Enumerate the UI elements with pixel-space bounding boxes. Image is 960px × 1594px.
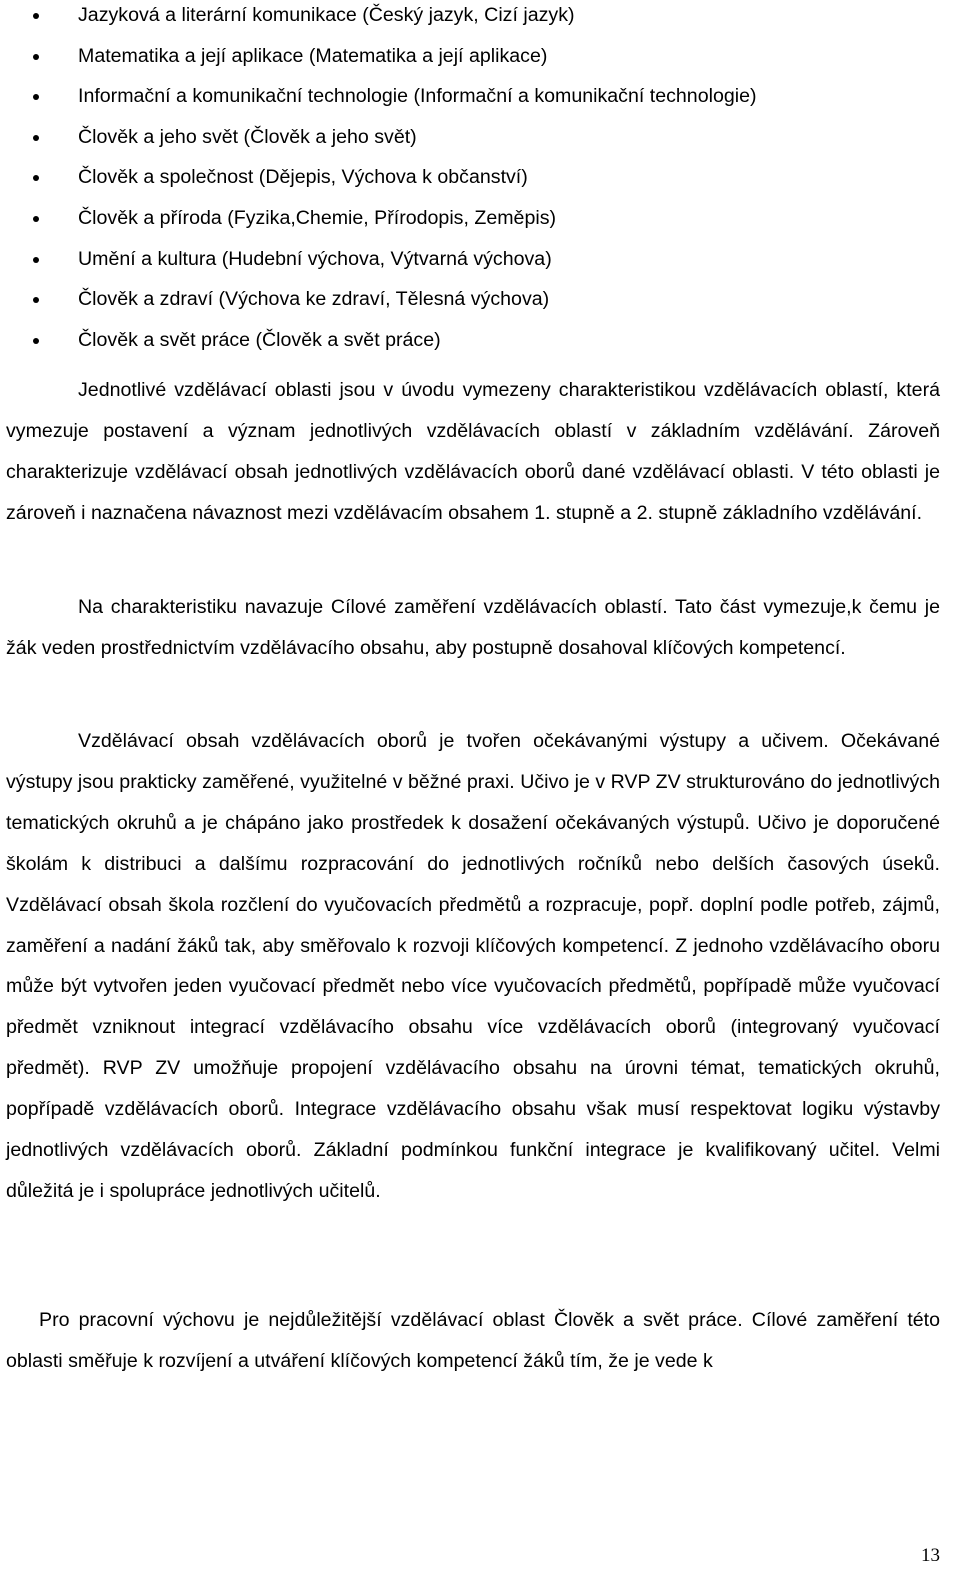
paragraph-work-education: Pro pracovní výchovu je nejdůležitější vzdělávací oblast Člověk a svět práce. Cílové zaměření této oblasti směřuje k rozvíjení a utváření klíčových kompetencí žáků tím, že je vede k <box>6 1309 940 1372</box>
list-item-text: Informační a komunikační technologie (Informační a komunikační technologie) <box>78 85 757 108</box>
list-item <box>6 123 757 164</box>
list-item <box>6 1 757 42</box>
list-item <box>6 42 757 83</box>
list-item <box>6 326 757 367</box>
paragraph-areas-description: Jednotlivé vzdělávací oblasti jsou v úvodu vymezeny charakteristikou vzdělávacích oblastí, která vymezuje postavení a význam jednotlivých vzdělávacích oblastí v základním vzdělávání. Zároveň charakterizuje vzdělávací obsah jednotlivých vzdělávacích oborů dané vzdělávací oblasti. V této oblasti je zároveň i naznačena návaznost mezi vzdělávacím obsahem 1. stupně a 2. stupně základního vzdělávání. <box>6 379 940 524</box>
list-item <box>6 204 757 245</box>
list-item-text: Člověk a svět práce (Člověk a svět práce) <box>78 328 441 351</box>
list-item-text: Člověk a příroda (Fyzika,Chemie, Přírodopis, Zeměpis) <box>78 206 557 229</box>
bullet-icon <box>33 13 39 19</box>
page-number: 13 <box>921 1545 940 1566</box>
list-item <box>6 82 757 123</box>
bullet-icon <box>33 297 39 303</box>
list-item-text: Člověk a zdraví (Výchova ke zdraví, Tělesná výchova) <box>78 288 550 311</box>
bullet-icon <box>33 257 39 263</box>
bullet-icon <box>33 54 39 60</box>
bullet-icon <box>33 216 39 222</box>
list-item-text: Člověk a jeho svět (Člověk a jeho svět) <box>78 125 417 148</box>
list-item-text: Jazyková a literární komunikace (Český jazyk, Cizí jazyk) <box>78 4 575 26</box>
paragraph-target-orientation: Na charakteristiku navazuje Cílové zaměření vzdělávacích oblastí. Tato část vymezuje,k čemu je žák veden prostřednictvím vzdělávacího obsahu, aby postupně dosahoval klíčových kompetencí. <box>6 596 940 659</box>
list-item <box>6 163 757 204</box>
bullet-icon <box>33 135 39 141</box>
bullet-icon <box>33 175 39 181</box>
list-item-text: Matematika a její aplikace (Matematika a její aplikace) <box>78 44 548 67</box>
educational-areas-list <box>6 1 757 366</box>
list-item <box>6 245 757 286</box>
list-item <box>6 285 757 326</box>
list-item-text: Člověk a společnost (Dějepis, Výchova k občanství) <box>78 166 528 189</box>
bullet-icon <box>33 94 39 100</box>
bullet-icon <box>33 338 39 344</box>
paragraph-educational-content: Vzdělávací obsah vzdělávacích oborů je tvořen očekávanými výstupy a učivem. Očekávané výstupy jsou prakticky zaměřené, využitelné v běžné praxi. Učivo je v RVP ZV strukturováno do jednotlivých tematických okruhů a je chápáno jako prostředek k dosažení očekávaných výstupů. Učivo je doporučené školám k distribuci a dalšímu rozpracování do jednotlivých ročníků nebo delších časových úseků. Vzdělávací obsah škola rozčlení do vyučovacích předmětů a rozpracuje, popř. doplní podle potřeb, zájmů, zaměření a nadání žáků tak, aby směřovalo k rozvoji klíčových kompetencí. Z jednoho vzdělávacího oboru může být vytvořen jeden vyučovací předmět nebo více vyučovacích předmětů, popřípadě může vyučovací předmět vzniknout integrací vzdělávacího obsahu více vzdělávacích oborů (integrovaný vyučovací předmět). RVP ZV umožňuje propojení vzdělávacího obsahu na úrovni témat, tematických okruhů, popřípadě vzdělávacích oborů. Integrace vzdělávacího obsahu však musí respektovat logiku výstavby jednotlivých vzdělávacích oborů. Základní podmínkou funkční integrace je kvalifikovaný učitel. Velmi důležitá je i spolupráce jednotlivých učitelů. <box>6 730 940 1202</box>
list-item-text: Umění a kultura (Hudební výchova, Výtvarná výchova) <box>78 247 552 270</box>
